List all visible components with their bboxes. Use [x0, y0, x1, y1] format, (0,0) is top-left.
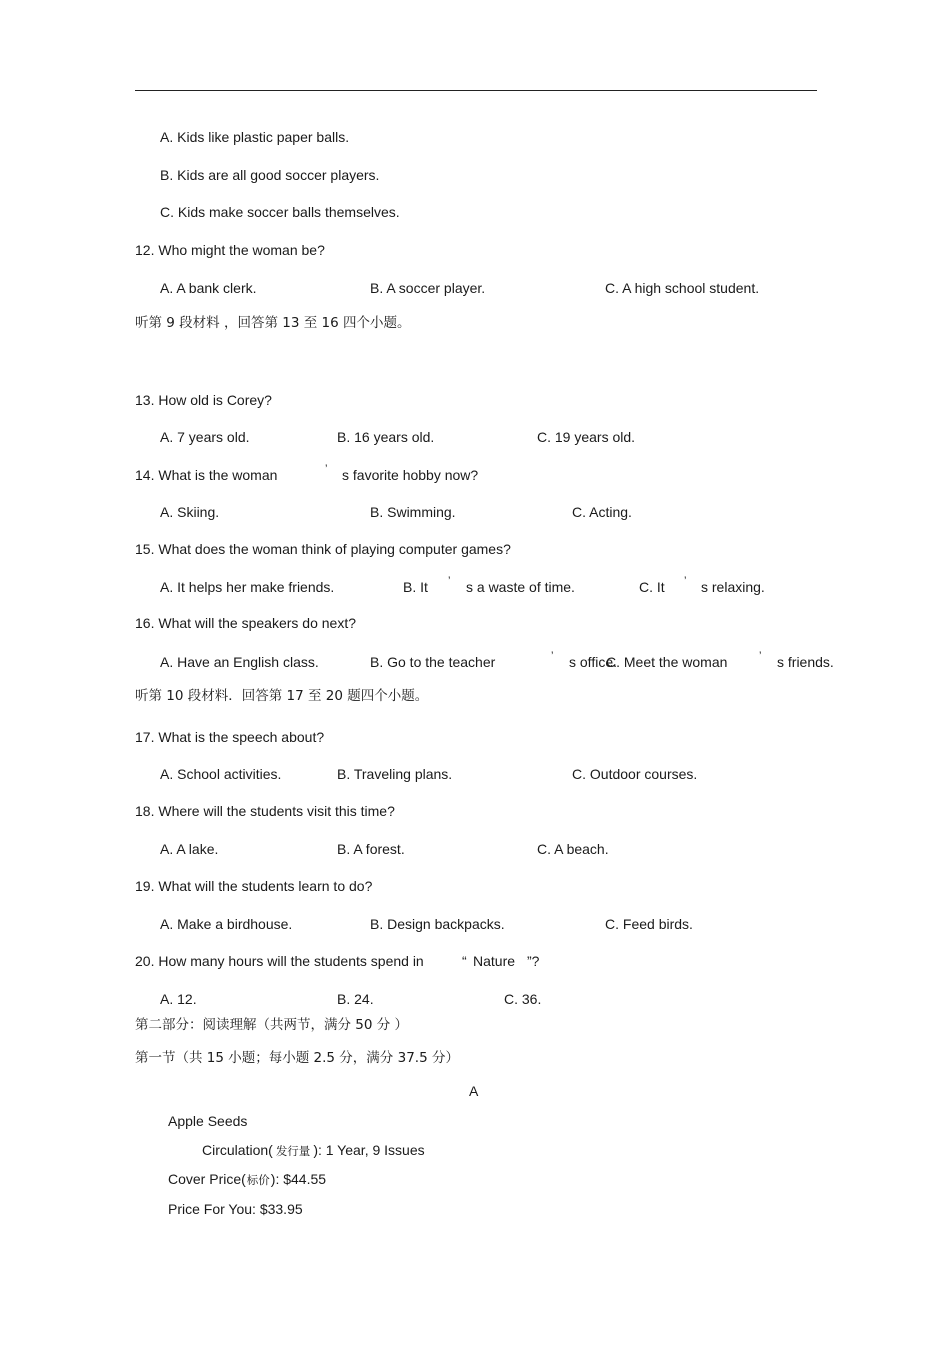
- q17-option-a: A. School activities.: [160, 766, 282, 782]
- cover-price-value: ): $44.55: [270, 1171, 327, 1187]
- q13-option-b: B. 16 years old.: [337, 429, 435, 445]
- q14-apostrophe: ’: [325, 463, 328, 475]
- q11-option-a: A. Kids like plastic paper balls.: [160, 129, 350, 145]
- q16-question: 16. What will the speakers do next?: [135, 615, 357, 631]
- header-rule: [135, 90, 817, 91]
- q16-option-c-part1: C. Meet the woman: [606, 654, 728, 670]
- q16-option-b-apostrophe: ’: [551, 650, 554, 662]
- q18-question: 18. Where will the students visit this time?: [135, 803, 395, 819]
- circulation-prefix: Circulation(: [202, 1142, 273, 1158]
- q13-option-c: C. 19 years old.: [537, 429, 636, 445]
- q15-question: 15. What does the woman think of playing computer games?: [135, 541, 511, 557]
- q15-option-b-part2: s a waste of time.: [466, 579, 575, 595]
- q20-option-b: B. 24.: [337, 991, 374, 1007]
- q18-option-b: B. A forest.: [337, 841, 405, 857]
- q19-option-b: B. Design backpacks.: [370, 916, 505, 932]
- q18-option-a: A. A lake.: [160, 841, 219, 857]
- q20-quote-open: “: [462, 953, 467, 969]
- q20-question-part1: 20. How many hours will the students spend in: [135, 953, 424, 969]
- q18-option-c: C. A beach.: [537, 841, 609, 857]
- cover-price-prefix: Cover Price(: [168, 1171, 246, 1187]
- q20-option-c: C. 36.: [504, 991, 542, 1007]
- circulation-cn: 发行量: [275, 1144, 311, 1158]
- q13-option-a: A. 7 years old.: [160, 429, 250, 445]
- q16-option-a: A. Have an English class.: [160, 654, 319, 670]
- section9-instruction: 听第 9 段材料 ，回答第 13 至 16 四个小题。: [135, 315, 411, 331]
- q14-question-part2: s favorite hobby now?: [342, 467, 479, 483]
- passage-a-label: A: [469, 1083, 479, 1099]
- q15-option-b-part1: B. It: [403, 579, 428, 595]
- q12-question: 12. Who might the woman be?: [135, 242, 325, 258]
- q12-option-c: C. A high school student.: [605, 280, 760, 296]
- cover-price-cn: 标价: [246, 1173, 270, 1187]
- q13-question: 13. How old is Corey?: [135, 392, 272, 408]
- q14-option-b: B. Swimming.: [370, 504, 456, 520]
- q14-option-a: A. Skiing.: [160, 504, 220, 520]
- passage-a-title: Apple Seeds: [168, 1113, 248, 1129]
- circulation-line: [202, 1141, 425, 1160]
- q20-nature: Nature: [473, 953, 516, 969]
- part2-heading: 第二部分：阅读理解（共两节，满分 50 分 ）: [135, 1017, 409, 1033]
- q12-option-a: A. A bank clerk.: [160, 280, 257, 296]
- q14-question-part1: 14. What is the woman: [135, 467, 278, 483]
- section10-instruction: 听第 10 段材料．回答第 17 至 20 题四个小题。: [135, 688, 429, 704]
- q15-option-c-part1: C. It: [639, 579, 665, 595]
- circulation-value: ): 1 Year, 9 Issues: [313, 1142, 425, 1158]
- q17-option-b: B. Traveling plans.: [337, 766, 453, 782]
- price-for-you: Price For You: $33.95: [168, 1201, 303, 1217]
- q15-option-b-apostrophe: ’: [448, 575, 451, 587]
- q20-option-a: A. 12.: [160, 991, 197, 1007]
- q17-option-c: C. Outdoor courses.: [572, 766, 698, 782]
- q15-option-c-part2: s relaxing.: [701, 579, 765, 595]
- q16-option-b-part2: s office.: [569, 654, 617, 670]
- q19-option-a: A. Make a birdhouse.: [160, 916, 293, 932]
- q14-option-c: C. Acting.: [572, 504, 632, 520]
- q11-option-c: C. Kids make soccer balls themselves.: [160, 204, 400, 220]
- q16-option-c-apostrophe: ’: [759, 650, 762, 662]
- cover-price-line: [168, 1170, 326, 1189]
- q17-question: 17. What is the speech about?: [135, 729, 325, 745]
- q15-option-a: A. It helps her make friends.: [160, 579, 335, 595]
- q20-quote-close: ”?: [527, 953, 540, 969]
- section1-heading: 第一节（共 15 小题；每小题 2.5 分，满分 37.5 分）: [135, 1050, 459, 1066]
- q15-option-c-apostrophe: ’: [684, 575, 687, 587]
- q16-option-c-part2: s friends.: [777, 654, 834, 670]
- q19-question: 19. What will the students learn to do?: [135, 878, 373, 894]
- q11-option-b: B. Kids are all good soccer players.: [160, 167, 380, 183]
- q19-option-c: C. Feed birds.: [605, 916, 693, 932]
- q12-option-b: B. A soccer player.: [370, 280, 486, 296]
- q16-option-b-part1: B. Go to the teacher: [370, 654, 496, 670]
